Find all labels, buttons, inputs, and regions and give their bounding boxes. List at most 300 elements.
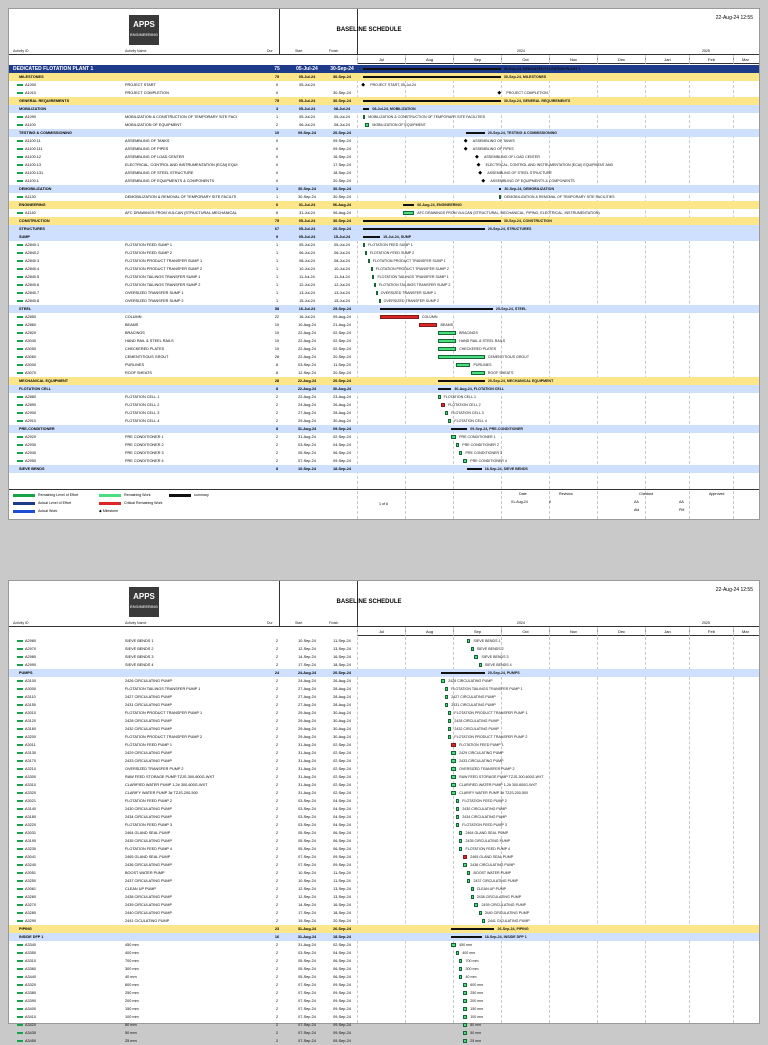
duration: 23 xyxy=(274,927,280,931)
wbs-row[interactable] xyxy=(9,97,759,105)
finish-date: 11-Sep-24 xyxy=(333,879,351,883)
finish-date: 16-Sep-24 xyxy=(333,655,351,659)
activity-id: A3390 xyxy=(25,999,36,1003)
finish-date: 06-Aug-24 xyxy=(332,203,352,207)
activity-name: FLOTATION FEED PUMP 4 xyxy=(125,847,173,851)
duration: 8 xyxy=(275,363,279,367)
bar-label: FLOTATION FEED SUMP 1 xyxy=(368,243,413,247)
finish-date: 18-Sep-24 xyxy=(333,911,351,915)
activity-row[interactable] xyxy=(9,749,759,757)
finish-date: 20-Sep-24 xyxy=(333,919,351,923)
activity-row[interactable] xyxy=(9,765,759,773)
bar-label: SIEVE BENDS 3 xyxy=(481,655,509,659)
start-date: 31-Aug-24 xyxy=(298,791,316,795)
activity-row[interactable] xyxy=(9,1029,759,1037)
wbs-row[interactable] xyxy=(9,305,759,313)
activity-row[interactable] xyxy=(9,281,759,289)
activity-id: A3270 xyxy=(25,903,36,907)
schedule-page-1 xyxy=(8,8,760,520)
finish-date: 30-Aug-24 xyxy=(333,719,351,723)
finish-date: 02-Sep-24 xyxy=(333,435,351,439)
duration: 2 xyxy=(275,871,279,875)
print-date: 22-Aug-24 12:55 xyxy=(715,587,753,593)
duration: 2 xyxy=(275,719,279,723)
activity-row[interactable] xyxy=(9,813,759,821)
duration: 6 xyxy=(275,211,279,215)
activity-row[interactable] xyxy=(9,741,759,749)
finish-date: 20-Sep-24 xyxy=(333,671,351,675)
activity-row[interactable] xyxy=(9,177,759,185)
year-2024-label: 2024 xyxy=(517,49,525,53)
activity-row[interactable] xyxy=(9,161,759,169)
activity-row[interactable] xyxy=(9,393,759,401)
activity-id: A3170 xyxy=(25,759,36,763)
finish-date: 30-Aug-24 xyxy=(333,419,351,423)
activity-id: A1100.131 xyxy=(25,171,44,175)
activity-bar xyxy=(438,331,457,335)
activity-row[interactable] xyxy=(9,209,759,217)
activity-name: MOBILIZATION OF EQUIPMENT xyxy=(125,123,182,127)
bar-label: FLOTATION FEED PUMP 3 xyxy=(462,823,507,827)
start-date: 31-Aug-24 xyxy=(298,435,316,439)
bar-label: OVERSIZED TRANSFER SUMP 1 xyxy=(380,291,436,295)
activity-name: 40 mm xyxy=(125,975,137,979)
activity-bar xyxy=(448,719,451,723)
wbs-row[interactable] xyxy=(9,933,759,941)
activity-id: A1010 xyxy=(25,91,36,95)
gantt-cell xyxy=(357,249,759,257)
gantt-cell xyxy=(357,65,759,73)
activity-row[interactable] xyxy=(9,677,759,685)
milestone-diamond: ◆ xyxy=(361,82,366,88)
start-date: 03-Sep-24 xyxy=(298,799,316,803)
activity-id: A3310 xyxy=(25,783,36,787)
gantt-cell xyxy=(357,981,759,989)
wbs-row[interactable] xyxy=(9,377,759,385)
activity-row[interactable] xyxy=(9,837,759,845)
company-logo xyxy=(129,15,159,45)
activity-row[interactable] xyxy=(9,321,759,329)
gantt-cell xyxy=(357,653,759,661)
activity-row[interactable] xyxy=(9,997,759,1005)
activity-row[interactable] xyxy=(9,989,759,997)
activity-name: 80 mm xyxy=(125,1023,137,1027)
activity-row[interactable] xyxy=(9,409,759,417)
activity-id: A3051 xyxy=(25,871,36,875)
activity-row[interactable] xyxy=(9,417,759,425)
activity-row[interactable] xyxy=(9,353,759,361)
finish-date: 09-Sep-24 xyxy=(333,863,351,867)
activity-id: A3070 xyxy=(25,371,36,375)
activity-name: BOOST WATER PUMP xyxy=(125,871,165,875)
activity-bar xyxy=(438,395,441,399)
gantt-cell xyxy=(357,305,759,313)
duration: 2 xyxy=(275,1023,279,1027)
gantt-cell xyxy=(357,701,759,709)
activity-row[interactable] xyxy=(9,449,759,457)
activity-bar xyxy=(467,879,470,883)
activity-row[interactable] xyxy=(9,1037,759,1045)
finish-date: 09-Sep-24 xyxy=(333,459,351,463)
activity-row[interactable] xyxy=(9,773,759,781)
activity-row[interactable] xyxy=(9,401,759,409)
activity-row[interactable] xyxy=(9,313,759,321)
start-date: 07-Sep-24 xyxy=(298,459,316,463)
milestone-diamond: ◆ xyxy=(478,170,483,176)
year-2024-label: 2024 xyxy=(517,621,525,625)
duration: 10 xyxy=(274,131,280,135)
activity-name: FLOTATION FEED SUMP 2 xyxy=(125,251,173,255)
activity-row[interactable] xyxy=(9,917,759,925)
bar-label: CLARIFY WATER PUMP 3# TZJS-200-500 xyxy=(459,791,528,795)
bar-label: 700 mm xyxy=(465,959,479,963)
finish-date: 09-Sep-24 xyxy=(333,427,351,431)
activity-row[interactable] xyxy=(9,757,759,765)
gantt-cell xyxy=(357,377,759,385)
activity-name: PURLINES xyxy=(125,363,144,367)
activity-id: A3000 xyxy=(25,363,36,367)
activity-name: FLOTATION PRODUCT TRANSFER SUMP 2 xyxy=(125,267,203,271)
activity-name: OVERSIZED TRANSFER PUMP 2 xyxy=(125,767,184,771)
finish-date: 02-Sep-24 xyxy=(333,759,351,763)
activity-id: A2820 xyxy=(25,331,36,335)
activity-row[interactable] xyxy=(9,877,759,885)
activity-name: ROOF SHEATS xyxy=(125,371,152,375)
activity-row[interactable] xyxy=(9,709,759,717)
wbs-row[interactable] xyxy=(9,465,759,473)
activity-row[interactable] xyxy=(9,345,759,353)
activity-row[interactable] xyxy=(9,433,759,441)
finish-date: 28-Aug-24 xyxy=(333,687,351,691)
activity-row[interactable] xyxy=(9,645,759,653)
duration: 2 xyxy=(275,435,279,439)
duration: 0 xyxy=(275,83,279,87)
duration: 1 xyxy=(275,267,279,271)
month-feb: Feb xyxy=(689,627,733,636)
activity-row[interactable] xyxy=(9,885,759,893)
start-date: 24-Aug-24 xyxy=(297,671,317,675)
gantt-cell xyxy=(357,813,759,821)
activity-id: A3061 xyxy=(25,887,36,891)
activity-row[interactable] xyxy=(9,661,759,669)
activity-row[interactable] xyxy=(9,137,759,145)
wbs-row[interactable] xyxy=(9,217,759,225)
activity-row[interactable] xyxy=(9,89,759,97)
activity-bar xyxy=(456,807,459,811)
activity-row[interactable] xyxy=(9,805,759,813)
start-date: 07-Sep-24 xyxy=(298,991,316,995)
bar-label: 2426 CIRCULATING PUMP xyxy=(448,679,493,683)
finish-date: 20-Sep-24 xyxy=(333,179,351,183)
activity-bar xyxy=(474,655,479,659)
activity-row[interactable] xyxy=(9,457,759,465)
activity-name: 700 mm xyxy=(125,959,139,963)
wbs-row[interactable] xyxy=(9,669,759,677)
duration: 2 xyxy=(275,975,279,979)
activity-row[interactable] xyxy=(9,369,759,377)
start-date: 06-Jul-24 xyxy=(299,123,315,127)
duration: 0 xyxy=(275,139,279,143)
start-date: 31-Aug-24 xyxy=(297,935,317,939)
activity-bar xyxy=(467,639,470,643)
start-date: 30-Sep-24 xyxy=(298,195,316,199)
activity-row[interactable] xyxy=(9,121,759,129)
activity-id: A3450 xyxy=(25,1039,36,1043)
activity-bar xyxy=(459,967,462,971)
activity-id: CONSTRUCTION xyxy=(19,219,50,223)
bar-label: 2438 CIRCULATING PUMP xyxy=(476,895,522,899)
legend-item xyxy=(169,492,209,498)
wbs-row[interactable] xyxy=(9,233,759,241)
activity-name: SIEVE BENDS 4 xyxy=(125,663,154,667)
finish-date: 20-Sep-24 xyxy=(333,355,351,359)
activity-row[interactable] xyxy=(9,653,759,661)
activity-bar xyxy=(379,299,381,303)
activity-bar xyxy=(451,775,456,779)
activity-name: 200 mm xyxy=(125,999,139,1003)
activity-row[interactable] xyxy=(9,1021,759,1029)
activity-id: A2840.4 xyxy=(25,267,40,271)
finish-date: 12-Jul-24 xyxy=(334,283,350,287)
activity-bar xyxy=(372,275,374,279)
finish-date: 26-Aug-24 xyxy=(333,403,351,407)
wbs-row[interactable] xyxy=(9,129,759,137)
activity-name: FLOTATION FEED SUMP 1 xyxy=(125,243,173,247)
activity-row[interactable] xyxy=(9,1013,759,1021)
wbs-row[interactable] xyxy=(9,105,759,113)
duration: 1 xyxy=(275,259,279,263)
bar-label: MOBILIZATION OF EQUIPMENT xyxy=(372,123,426,127)
start-date: 03-Sep-24 xyxy=(298,815,316,819)
activity-row[interactable] xyxy=(9,169,759,177)
gantt-cell xyxy=(357,909,759,917)
activity-row[interactable] xyxy=(9,965,759,973)
activity-name: MOBILIZATION & CONSTRUCTION OF TEMPORARY SITE FACI xyxy=(125,115,237,119)
activity-row[interactable] xyxy=(9,685,759,693)
bar-label: PROJECT START, 05-Jul-24 xyxy=(370,83,416,87)
gantt-cell xyxy=(357,425,759,433)
summary-bar xyxy=(451,928,494,930)
activity-name: 25 mm xyxy=(125,1039,137,1043)
activity-row[interactable] xyxy=(9,981,759,989)
wbs-row[interactable] xyxy=(9,425,759,433)
duration: 2 xyxy=(275,855,279,859)
activity-name: 2434 CIRCULATING PUMP xyxy=(125,815,172,819)
activity-bar xyxy=(474,903,479,907)
month-feb: Feb xyxy=(689,55,733,64)
duration: 67 xyxy=(274,227,280,231)
activity-row[interactable] xyxy=(9,153,759,161)
activity-row[interactable] xyxy=(9,789,759,797)
wbs-row[interactable] xyxy=(9,73,759,81)
gantt-cell xyxy=(357,845,759,853)
activity-bar xyxy=(463,1015,468,1019)
activity-row[interactable] xyxy=(9,145,759,153)
activity-name: FLOTATION PRODUCT TRANSFER PUMP 2 xyxy=(125,735,203,739)
duration: 75 xyxy=(274,66,280,72)
activity-row[interactable] xyxy=(9,901,759,909)
activity-name: FLOTATION CELL 3 xyxy=(125,411,160,415)
activity-row[interactable] xyxy=(9,637,759,645)
activity-bar xyxy=(365,251,367,255)
bar-label: 450 mm xyxy=(459,943,473,947)
finish-date: 04-Sep-24 xyxy=(333,799,351,803)
legend-item xyxy=(99,492,151,498)
activity-row[interactable] xyxy=(9,949,759,957)
activity-row[interactable] xyxy=(9,241,759,249)
column-header-name: Activity Name xyxy=(125,49,147,53)
bar-label: PRE CONDITIONER 1 xyxy=(459,435,496,439)
bar-label: BOOST WATER PUMP xyxy=(473,871,511,875)
activity-row[interactable] xyxy=(9,861,759,869)
duration: 2 xyxy=(275,903,279,907)
activity-name: ELECTRICAL, CONTROL AND INSTRUMENTATION (ECAI) EQUI xyxy=(125,163,238,167)
activity-row[interactable] xyxy=(9,1005,759,1013)
month-mar: Mar xyxy=(733,55,757,64)
gantt-cell xyxy=(357,733,759,741)
activity-row[interactable] xyxy=(9,329,759,337)
activity-bar xyxy=(438,347,457,351)
gantt-cell xyxy=(357,749,759,757)
activity-row[interactable] xyxy=(9,193,759,201)
activity-row[interactable] xyxy=(9,869,759,877)
finish-date: 21-Aug-24 xyxy=(333,323,351,327)
wbs-row[interactable] xyxy=(9,385,759,393)
finish-date: 30-Sep-24 xyxy=(333,75,351,79)
gantt-cell xyxy=(357,337,759,345)
bar-label: 250 mm xyxy=(470,991,484,995)
activity-name: COLUMN xyxy=(125,315,142,319)
gantt-cell xyxy=(357,217,759,225)
wbs-row[interactable] xyxy=(9,201,759,209)
start-date: 12-Sep-24 xyxy=(298,371,316,375)
duration: 2 xyxy=(275,943,279,947)
start-date: 27-Aug-24 xyxy=(298,411,316,415)
wbs-row[interactable] xyxy=(9,185,759,193)
activity-row[interactable] xyxy=(9,845,759,853)
activity-row[interactable] xyxy=(9,797,759,805)
activity-row[interactable] xyxy=(9,361,759,369)
logo-text: APPS xyxy=(133,592,155,601)
activity-name: 400 mm xyxy=(125,951,139,955)
duration: 2 xyxy=(275,687,279,691)
activity-id: A3010 xyxy=(25,711,36,715)
finish-date: 28-Aug-24 xyxy=(333,411,351,415)
legend-label: Actual Work xyxy=(38,509,58,513)
activity-row[interactable] xyxy=(9,893,759,901)
finish-date: 02-Sep-24 xyxy=(333,943,351,947)
gantt-cell xyxy=(357,797,759,805)
finish-date: 08-Jul-24 xyxy=(334,259,350,263)
month-jan: Jan xyxy=(645,55,689,64)
legend-swatch xyxy=(13,502,35,505)
bar-label: COLUMN xyxy=(421,315,438,319)
activity-row[interactable] xyxy=(9,821,759,829)
start-date: 10-Sep-24 xyxy=(298,871,316,875)
bar-label: PRE CONDITIONER 4 xyxy=(470,459,507,463)
activity-row[interactable] xyxy=(9,781,759,789)
activity-bar xyxy=(499,195,501,199)
activity-row[interactable] xyxy=(9,289,759,297)
activity-id: A2840.3 xyxy=(25,259,40,263)
gantt-cell xyxy=(357,709,759,717)
start-date: 12-Sep-24 xyxy=(298,887,316,891)
finish-date: 05-Jul-24 xyxy=(334,243,350,247)
activity-row[interactable] xyxy=(9,853,759,861)
start-date: 24-Aug-24 xyxy=(298,403,316,407)
gantt-cell xyxy=(357,361,759,369)
activity-row[interactable] xyxy=(9,941,759,949)
bar-label: 80 mm xyxy=(470,1023,482,1027)
activity-row[interactable] xyxy=(9,337,759,345)
finish-date: 06-Jul-24 xyxy=(334,251,350,255)
activity-row[interactable] xyxy=(9,909,759,917)
activity-row[interactable] xyxy=(9,957,759,965)
activity-row[interactable] xyxy=(9,701,759,709)
activity-id: A3240 xyxy=(25,863,36,867)
month-nov: Nov xyxy=(549,55,597,64)
activity-row[interactable] xyxy=(9,257,759,265)
activity-id: A2970 xyxy=(25,647,36,651)
activity-bar xyxy=(448,711,451,715)
activity-row[interactable] xyxy=(9,113,759,121)
gantt-cell xyxy=(357,153,759,161)
activity-row[interactable] xyxy=(9,249,759,257)
wbs-row[interactable] xyxy=(9,65,759,73)
wbs-row[interactable] xyxy=(9,225,759,233)
activity-name: 2437 CIRCULATING PUMP xyxy=(125,879,172,883)
finish-date: 20-Sep-24 xyxy=(333,131,351,135)
bar-label: 26-Sep-24, PIPING xyxy=(497,927,529,931)
activity-bar xyxy=(451,943,456,947)
finish-date: 30-Sep-24 xyxy=(333,187,351,191)
wbs-row[interactable] xyxy=(9,925,759,933)
column-header-name: Activity Name xyxy=(125,621,147,625)
activity-row[interactable] xyxy=(9,725,759,733)
activity-row[interactable] xyxy=(9,717,759,725)
start-date: 07-Sep-24 xyxy=(298,1007,316,1011)
duration: 2 xyxy=(275,823,279,827)
month-dec: Dec xyxy=(597,55,645,64)
activity-row[interactable] xyxy=(9,441,759,449)
activity-row[interactable] xyxy=(9,693,759,701)
finish-date: 09-Sep-24 xyxy=(333,991,351,995)
schedule-title: BASELINE SCHEDULE xyxy=(336,599,402,605)
month-oct: Oct xyxy=(501,627,549,636)
gantt-cell xyxy=(357,321,759,329)
duration: 2 xyxy=(275,663,279,667)
activity-row[interactable] xyxy=(9,733,759,741)
activity-row[interactable] xyxy=(9,273,759,281)
activity-name: FLOTATION PRODUCT TRANSFER PUMP 1 xyxy=(125,711,203,715)
gantt-cell xyxy=(357,957,759,965)
bar-label: 2429 CIRCULATING PUMP xyxy=(459,751,504,755)
activity-name: FLOTATION CELL 2 xyxy=(125,403,160,407)
activity-row[interactable] xyxy=(9,265,759,273)
activity-row[interactable] xyxy=(9,829,759,837)
summary-bar xyxy=(403,204,414,206)
column-header-finish: Finish xyxy=(329,621,339,625)
activity-row[interactable] xyxy=(9,973,759,981)
activity-bar xyxy=(445,411,448,415)
activity-name: 2429 CIRCULATING PUMP xyxy=(125,751,172,755)
activity-row[interactable] xyxy=(9,81,759,89)
activity-name: FLOTATION TAILINGS TRANSFER SUMP 2 xyxy=(125,283,201,287)
activity-id: A2930 xyxy=(25,443,36,447)
duration: 2 xyxy=(275,911,279,915)
activity-row[interactable] xyxy=(9,297,759,305)
start-date: 29-Aug-24 xyxy=(298,419,316,423)
